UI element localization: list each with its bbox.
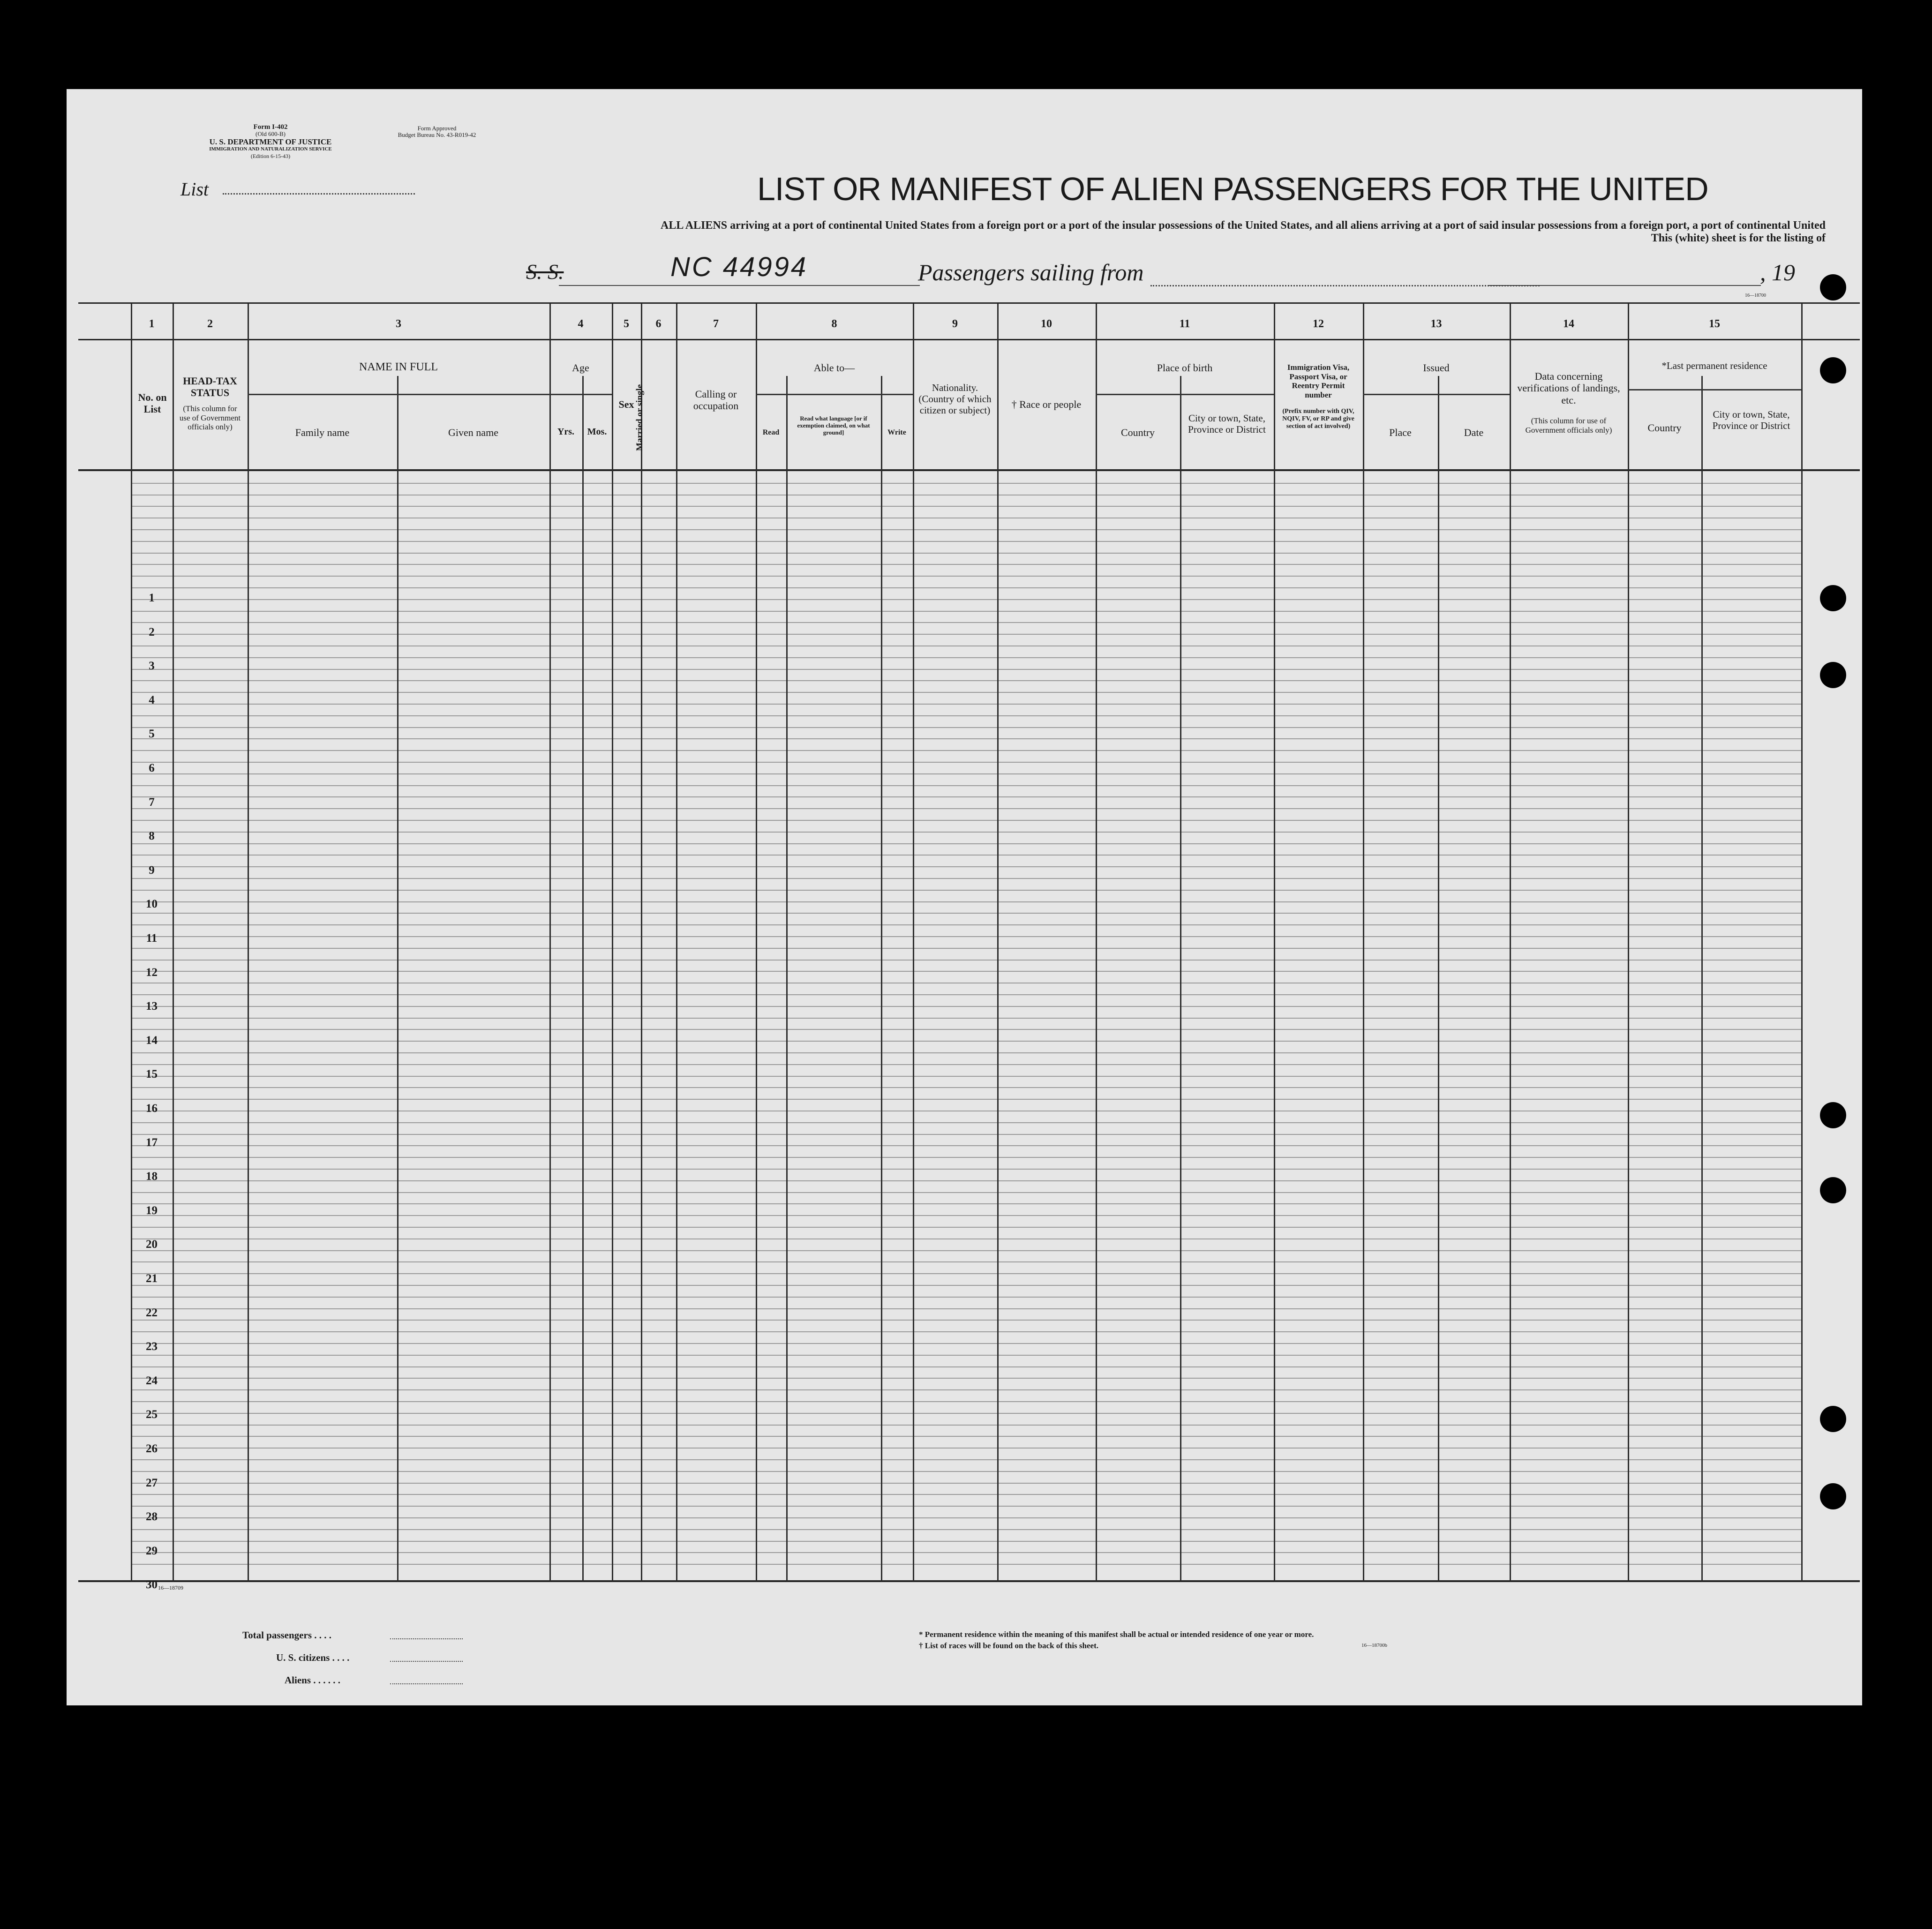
row-number: 6 xyxy=(149,762,155,774)
department: U. S. DEPARTMENT OF JUSTICE xyxy=(209,137,332,146)
row-rule xyxy=(131,634,1801,635)
date-field[interactable] xyxy=(1489,285,1761,286)
row-rule xyxy=(131,1238,1801,1239)
row-rule xyxy=(131,1122,1801,1123)
row-rule xyxy=(131,1355,1801,1356)
subtitle: ALL ALIENS arriving at a port of continental United States from a foreign port or a port of the insular possessions of the United States, and all aliens arriving at a port of said insular possessions from a foreign port, a port of continental United xyxy=(661,219,1826,232)
service: IMMIGRATION AND NATURALIZATION SERVICE xyxy=(209,146,332,152)
row-rule xyxy=(131,1227,1801,1228)
row-rule xyxy=(131,1099,1801,1100)
row-rule xyxy=(131,1169,1801,1170)
binder-hole xyxy=(1820,1102,1846,1128)
row-rule xyxy=(131,1436,1801,1437)
footnote-permanent-residence: * Permanent residence within the meaning of this manifest shall be actual or intended residence of one year or more. xyxy=(919,1630,1314,1639)
row-rule xyxy=(131,611,1801,612)
row-rule xyxy=(131,1389,1801,1390)
row-rule xyxy=(131,785,1801,786)
row-rule xyxy=(131,541,1801,542)
binder-hole xyxy=(1820,1177,1846,1203)
page-title: LIST OR MANIFEST OF ALIEN PASSENGERS FOR THE UNITED xyxy=(757,171,1708,207)
subtitle-2: This (white) sheet is for the listing of xyxy=(1651,232,1826,244)
col-num-13: 13 xyxy=(1430,318,1442,330)
header-name-in-full: NAME IN FULL xyxy=(359,361,438,373)
row-rule xyxy=(131,936,1801,937)
row-rule xyxy=(131,1552,1801,1553)
row-number: 16 xyxy=(146,1102,158,1115)
row-rule xyxy=(131,669,1801,670)
col-num-11: 11 xyxy=(1179,318,1190,330)
row-rule xyxy=(131,727,1801,728)
row-number: 23 xyxy=(146,1340,158,1353)
row-number: 10 xyxy=(146,898,158,911)
row-rule xyxy=(131,1041,1801,1042)
binder-hole xyxy=(1820,357,1846,383)
row-rule xyxy=(131,901,1801,902)
header-place-of-birth: Place of birth xyxy=(1157,362,1213,374)
row-rule xyxy=(131,506,1801,507)
row-number: 9 xyxy=(149,863,155,877)
row-number: 17 xyxy=(146,1136,158,1149)
row-rule xyxy=(131,1203,1801,1204)
row-rule xyxy=(131,1517,1801,1518)
us-citizens-label: U. S. citizens . . . . xyxy=(276,1652,350,1663)
row-number: 12 xyxy=(146,966,158,979)
row-number: 5 xyxy=(149,728,155,741)
row-number: 8 xyxy=(149,830,155,843)
header-visa: Immigration Visa, Passport Visa, or Reentry Permit number xyxy=(1287,363,1350,399)
row-rule xyxy=(131,1366,1801,1367)
row-rule xyxy=(131,1320,1801,1321)
header-calling: Calling or occupation xyxy=(693,388,739,412)
row-rule xyxy=(131,1087,1801,1088)
row-rule xyxy=(131,843,1801,844)
row-number: 19 xyxy=(146,1204,158,1217)
row-rule xyxy=(131,1076,1801,1077)
row-rule xyxy=(131,1401,1801,1402)
table-rule-bottom xyxy=(78,1580,1860,1582)
header-residence-country: Country xyxy=(1647,422,1682,434)
row-rule xyxy=(131,808,1801,809)
row-number: 22 xyxy=(146,1306,158,1319)
header-given-name: Given name xyxy=(448,427,498,438)
header-residence-city: City or town, State, Province or District xyxy=(1712,409,1790,432)
col-num-6: 6 xyxy=(655,318,662,330)
row-number: 26 xyxy=(146,1442,158,1455)
row-rule xyxy=(131,832,1801,833)
footer-code-left: 16—18709 xyxy=(158,1584,183,1591)
ship-name-handwritten: NC 44994 xyxy=(670,252,808,282)
header-married: Married or single xyxy=(635,384,645,451)
row-rule xyxy=(131,855,1801,856)
form-approved: Form Approved xyxy=(417,125,457,132)
small-code: 16—18700 xyxy=(1745,293,1766,298)
header-birth-country: Country xyxy=(1120,427,1155,438)
header-head-tax-note: (This column for use of Government officials only) xyxy=(179,404,241,432)
row-rule xyxy=(131,796,1801,797)
header-visa-note: (Prefix number with QIV, NQIV, FV, or RP and give section of act involved) xyxy=(1282,408,1354,430)
header-rule-bottom xyxy=(78,469,1860,471)
binder-hole xyxy=(1820,662,1846,688)
header-sex: Sex xyxy=(618,398,634,410)
row-rule xyxy=(131,622,1801,623)
binder-hole xyxy=(1820,585,1846,611)
col-num-3: 3 xyxy=(396,318,401,330)
row-rule xyxy=(131,820,1801,821)
col-num-10: 10 xyxy=(1041,318,1052,330)
row-number: 4 xyxy=(149,693,155,706)
row-number: 20 xyxy=(146,1238,158,1251)
aliens-field[interactable] xyxy=(390,1683,463,1684)
header-age: Age xyxy=(572,362,589,374)
row-rule xyxy=(131,1483,1801,1484)
binder-hole xyxy=(1820,1406,1846,1432)
total-passengers-label: Total passengers . . . . xyxy=(242,1629,331,1641)
row-rule xyxy=(131,1215,1801,1216)
row-number: 11 xyxy=(146,932,158,945)
row-rule xyxy=(131,599,1801,600)
row-rule xyxy=(131,657,1801,658)
row-rule xyxy=(131,1378,1801,1379)
col-num-4: 4 xyxy=(578,318,584,330)
sailing-from-field[interactable] xyxy=(1150,285,1540,286)
ship-name-field[interactable] xyxy=(559,285,920,286)
row-rule xyxy=(131,750,1801,751)
row-rule xyxy=(131,1308,1801,1309)
row-rule xyxy=(131,1541,1801,1542)
row-number: 2 xyxy=(149,625,155,638)
row-rule xyxy=(131,913,1801,914)
row-number: 28 xyxy=(146,1510,158,1524)
col-num-9: 9 xyxy=(952,318,958,330)
header-mos: Mos. xyxy=(587,427,607,437)
row-rule xyxy=(131,483,1801,484)
row-rule xyxy=(131,1459,1801,1460)
row-rule xyxy=(131,1180,1801,1181)
row-number: 21 xyxy=(146,1272,158,1285)
row-rule xyxy=(131,890,1801,891)
col-num-2: 2 xyxy=(207,318,213,330)
header-race: † Race or people xyxy=(1011,398,1082,410)
header-read: Read xyxy=(762,428,780,436)
row-rule xyxy=(131,924,1801,925)
header-landing: Data concerning verifications of landings, etc. xyxy=(1517,370,1620,406)
row-rule xyxy=(131,1471,1801,1472)
row-rule xyxy=(131,878,1801,879)
header-issued-place: Place xyxy=(1389,427,1412,438)
row-rule xyxy=(131,529,1801,530)
row-number: 18 xyxy=(146,1170,158,1183)
row-rule xyxy=(131,1343,1801,1344)
us-citizens-field[interactable] xyxy=(390,1661,463,1662)
col-num-7: 7 xyxy=(713,318,719,330)
row-rule xyxy=(131,1250,1801,1251)
row-rule xyxy=(131,738,1801,739)
header-nationality: Nationality. (Country of which citizen or subject) xyxy=(918,382,992,416)
binder-hole xyxy=(1820,274,1846,300)
header-read-language: Read what language [or if exemption claimed, on what ground] xyxy=(797,415,870,436)
row-number: 1 xyxy=(149,592,155,604)
header-last-residence: *Last permanent residence xyxy=(1661,360,1767,371)
footer-code-right: 16—18700b xyxy=(1361,1643,1387,1648)
row-number: 7 xyxy=(149,796,155,809)
row-rule xyxy=(131,1506,1801,1507)
row-rule xyxy=(131,1564,1801,1565)
row-rule xyxy=(131,960,1801,961)
col-num-15: 15 xyxy=(1709,318,1720,330)
list-label: List xyxy=(180,179,209,200)
total-passengers-field[interactable] xyxy=(390,1638,463,1639)
row-number: 30 xyxy=(146,1578,158,1591)
row-rule xyxy=(131,1285,1801,1286)
row-rule xyxy=(131,1192,1801,1193)
row-rule xyxy=(131,680,1801,681)
old-form-number: (Old 600-B) xyxy=(256,130,286,137)
row-number: 3 xyxy=(149,660,155,673)
header-birth-city: City or town, State, Province or District xyxy=(1188,413,1266,435)
footnote-races: † List of races will be found on the back of this sheet. xyxy=(919,1641,1098,1650)
row-rule xyxy=(131,1029,1801,1030)
year-label: , 19 xyxy=(1760,259,1795,285)
sailing-label: Passengers sailing from xyxy=(918,259,1144,285)
row-rule xyxy=(131,994,1801,995)
binder-hole xyxy=(1820,1483,1846,1509)
col-num-12: 12 xyxy=(1313,318,1324,330)
row-rule xyxy=(131,971,1801,972)
row-rule xyxy=(131,762,1801,763)
row-number: 13 xyxy=(146,1000,158,1013)
row-rule xyxy=(131,692,1801,693)
header-write: Write xyxy=(887,428,906,436)
col-num-1: 1 xyxy=(149,318,155,330)
header-issued-date: Date xyxy=(1464,427,1484,438)
row-number: 29 xyxy=(146,1544,158,1557)
row-rule xyxy=(131,1331,1801,1332)
row-number: 15 xyxy=(146,1068,158,1081)
row-rule xyxy=(131,1157,1801,1158)
row-number: 24 xyxy=(146,1374,158,1387)
row-rule xyxy=(131,1494,1801,1495)
row-number: 25 xyxy=(146,1408,158,1421)
ss-label: S. S. xyxy=(526,260,564,284)
row-rule xyxy=(131,1448,1801,1449)
row-rule xyxy=(131,1064,1801,1065)
header-no-on-list: No. on List xyxy=(138,391,167,415)
row-rule xyxy=(131,1413,1801,1414)
row-rule xyxy=(131,576,1801,577)
row-rule xyxy=(131,704,1801,705)
aliens-label: Aliens . . . . . . xyxy=(285,1674,341,1686)
row-rule xyxy=(131,1006,1801,1007)
row-rule xyxy=(131,1273,1801,1274)
col-num-14: 14 xyxy=(1563,318,1574,330)
row-rule xyxy=(131,1261,1801,1262)
row-rule xyxy=(131,948,1801,949)
header-issued: Issued xyxy=(1423,362,1450,374)
row-rule xyxy=(131,1425,1801,1426)
header-rule-numbers xyxy=(78,339,1860,340)
row-rule xyxy=(131,715,1801,716)
row-rule xyxy=(131,866,1801,867)
row-rule xyxy=(131,1145,1801,1146)
list-field[interactable] xyxy=(223,193,415,195)
header-family-name: Family name xyxy=(295,427,350,438)
col-num-5: 5 xyxy=(624,318,629,330)
row-rule xyxy=(131,1297,1801,1298)
manifest-sheet xyxy=(67,89,1862,1705)
budget-bureau: Budget Bureau No. 43-R019-42 xyxy=(398,131,476,138)
row-number: 27 xyxy=(146,1476,158,1489)
header-landing-note: (This column for use of Government officials only) xyxy=(1525,416,1612,435)
form-number: Form I-402 xyxy=(253,123,288,131)
edition: (Edition 6-15-43) xyxy=(250,153,291,159)
row-rule xyxy=(131,587,1801,588)
header-rule-top xyxy=(78,302,1860,304)
header-able-to: Able to— xyxy=(813,362,855,374)
row-rule xyxy=(131,564,1801,565)
header-yrs: Yrs. xyxy=(557,427,575,437)
row-number: 14 xyxy=(146,1034,158,1047)
col-num-8: 8 xyxy=(831,318,837,330)
row-rule xyxy=(131,1529,1801,1530)
header-head-tax: HEAD-TAX STATUS xyxy=(183,375,237,399)
row-rule xyxy=(131,1052,1801,1053)
row-rule xyxy=(131,553,1801,554)
row-rule xyxy=(131,773,1801,774)
row-rule xyxy=(131,1018,1801,1019)
row-rule xyxy=(131,1134,1801,1135)
